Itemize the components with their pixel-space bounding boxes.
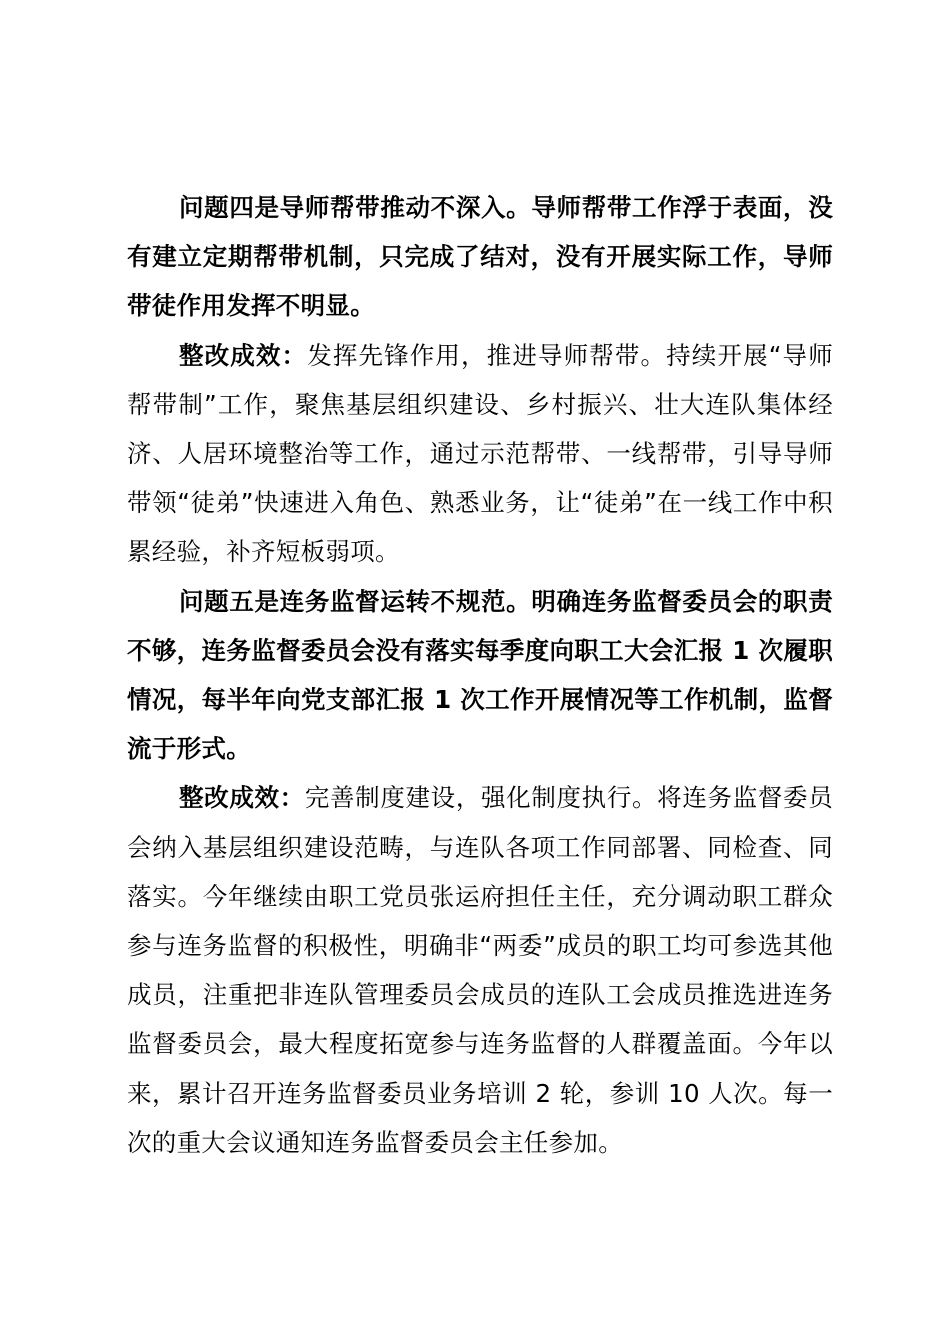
result-five-text: 完善制度建设，强化制度执行。将连务监督委员会纳入基层组织建设范畴，与连队各项工作同部署、同检查、同落实。今年继续由职工党员张运府担任主任，充分调动职工群众参与连务监督的积极性，明确非“两委”成员的职工均可参选其他成员，注重把非连队管理委员会成员的连队工会成员推选进连务监督委员会，最大程度拓宽参与连务监督的人群覆盖面。今年以来，累计召开连务监督委员业务培训 2 轮，参训 10 人次。每一次的重大会议通知连务监督委员会主任参加。 (127, 783, 833, 1157)
result-five-paragraph (127, 773, 833, 1167)
problem-four-text: 问题四是导师帮带推动不深入。导师帮带工作浮于表面，没有建立定期帮带机制，只完成了结对，没有开展实际工作，导师带徒作用发挥不明显。 (127, 193, 833, 321)
result-four-text: 发挥先锋作用，推进导师帮带。持续开展“导师帮带制”工作，聚焦基层组织建设、乡村振兴、壮大连队集体经济、人居环境整治等工作，通过示范帮带、一线帮带，引导导师带领“徒弟”快速进入角色、熟悉业务，让“徒弟”在一线工作中积累经验，补齐短板弱项。 (127, 340, 833, 567)
result-four-label: 整改成效： (179, 340, 308, 370)
problem-four-paragraph (127, 183, 833, 331)
result-five-label: 整改成效： (179, 783, 305, 813)
result-four-paragraph (127, 331, 833, 577)
problem-five-paragraph (127, 577, 833, 774)
problem-five-text: 问题五是连务监督运转不规范。明确连务监督委员会的职责不够，连务监督委员会没有落实每季度向职工大会汇报 1 次履职情况，每半年向党支部汇报 1 次工作开展情况等工作机制，监督流于形式。 (127, 586, 833, 764)
document-page (127, 183, 833, 1167)
